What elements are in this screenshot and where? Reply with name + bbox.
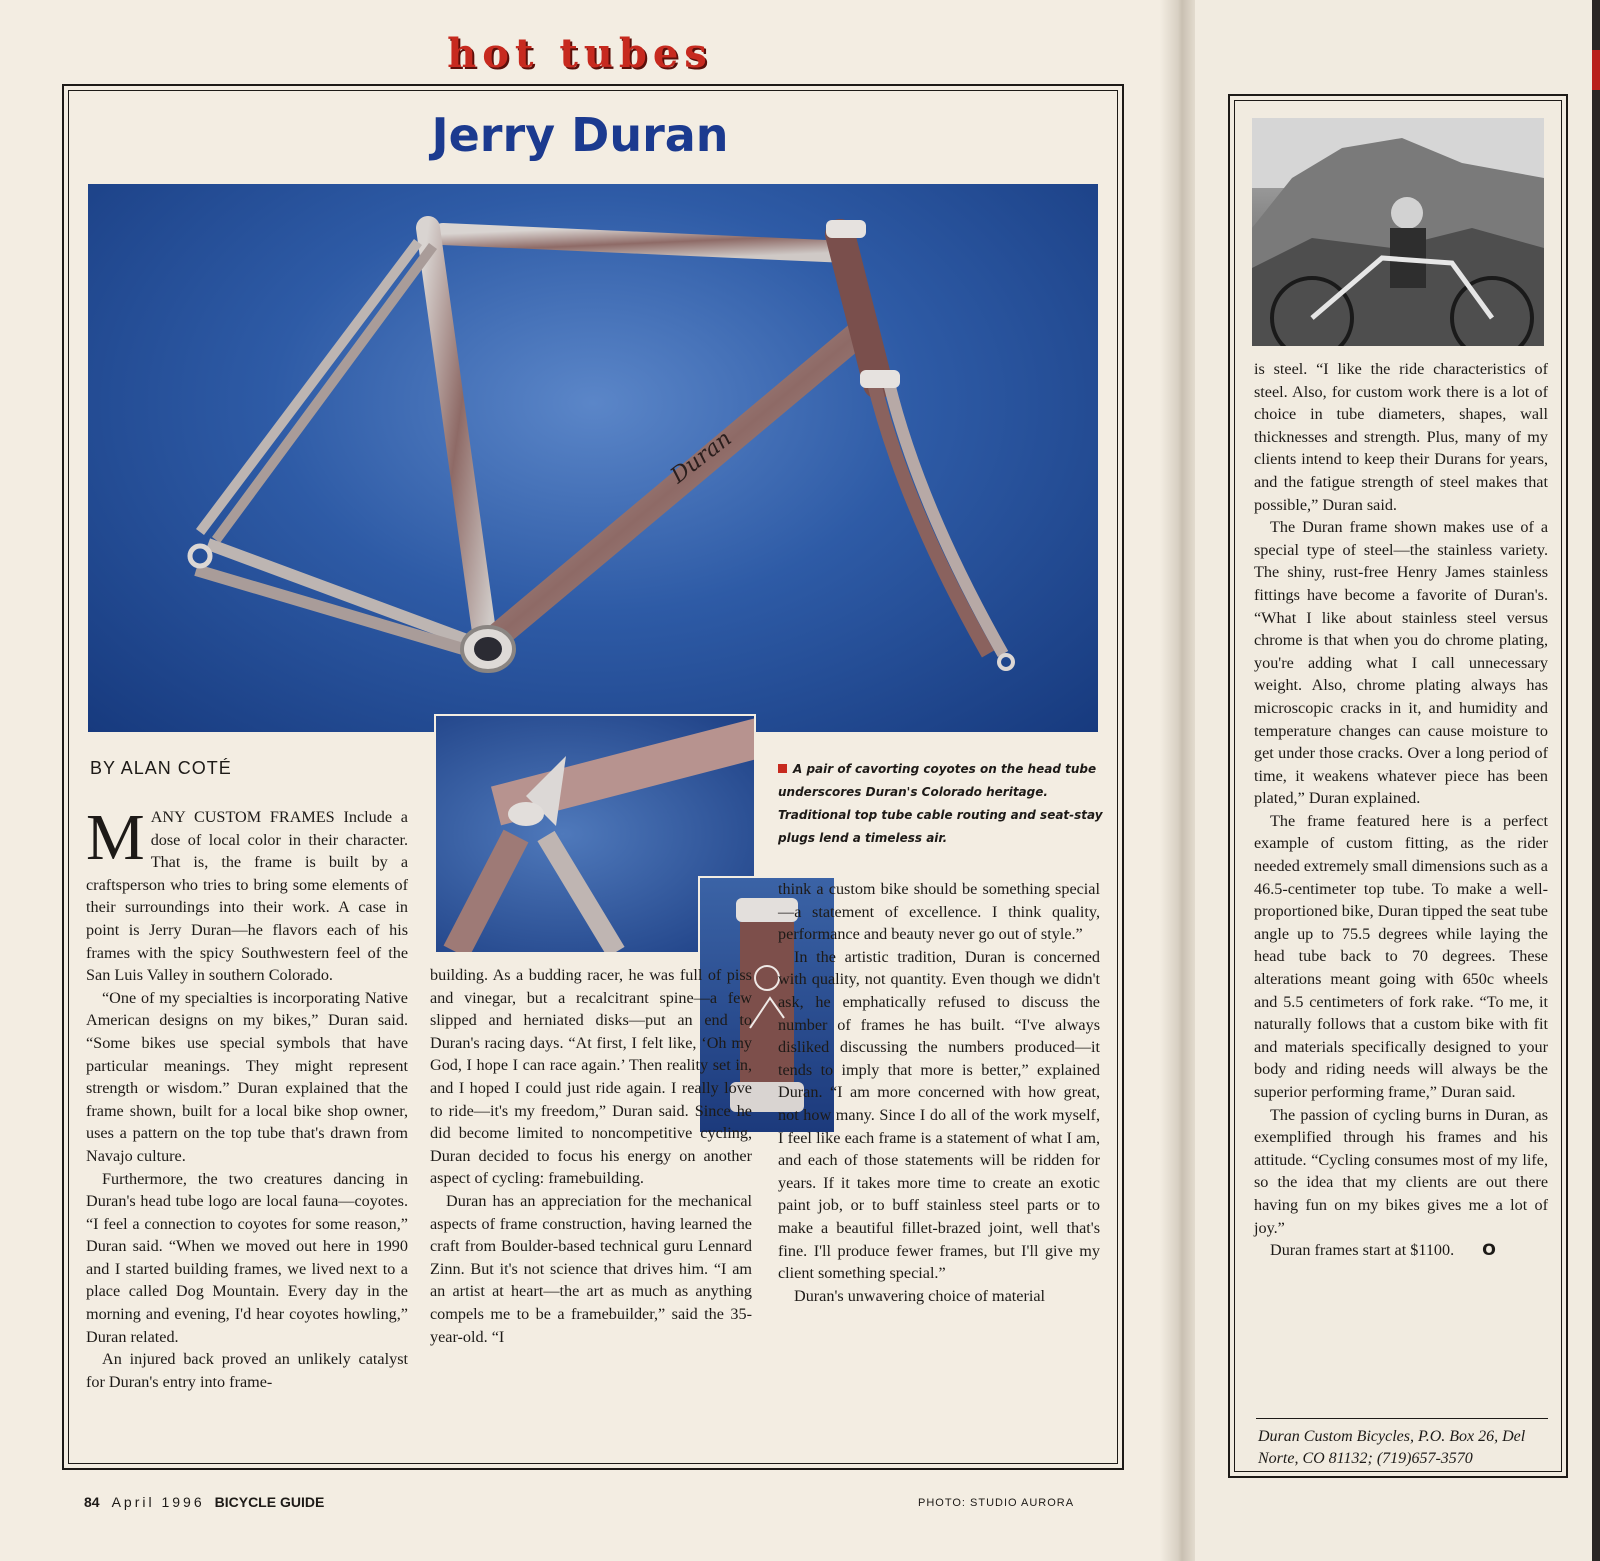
paragraph: In the artistic tradition, Duran is concerned with quality, not quantity. Even though we didn't ask, he emphatically refused to discuss the number of frames he has built. “I've always disliked discussing the numbers produced—it tends to imply that more is better,” explained Duran. “I am more concerned with how great, not how many. Since I do all of the work myself, I feel like each frame is a statement of what I am, and each of those statements will be ridden for years. If it takes more time to create an exotic paint job, or to buff stainless steel parts or to make a beautiful fillet-brazed joint, well that's fine. I'll produce fewer frames, but I'll give my client something special.”: [778, 947, 1100, 1283]
builder-portrait-photo: [1252, 118, 1544, 346]
frame-decal-text: Duran: [666, 426, 737, 489]
paragraph: “One of my specialties is incorporating Native American designs on my bikes,” Duran said. “Some bikes use special symbols that have particular meanings. They might represent strength or wisdom.” Duran explained that the frame shown, built for a local bike shop owner, uses a pattern on the top tube that's drawn from Navajo culture.: [86, 988, 408, 1165]
drop-cap: M: [86, 801, 145, 874]
caption-bullet-icon: [778, 764, 787, 773]
article-column-3: [778, 878, 1100, 1307]
paragraph: Furthermore, the two creatures dancing in Duran's head tube logo are local fauna—coyotes. “I feel a connection to coyotes for some reason,” Duran said. “When we moved out here in 1990 and I started building frames, we lived next to a place called Dog Mountain. Every day in the morning and evening, I'd hear coyotes howling,” Duran related.: [86, 1169, 408, 1346]
page-gutter: [1160, 0, 1200, 1561]
paragraph: think a custom bike should be something special—a statement of excellence. I think quality, performance and beauty never go out of style.”: [778, 880, 1100, 944]
sidebar-column: [1254, 358, 1548, 1262]
paragraph: An injured back proved an unlikely catalyst for Duran's entry into frame-: [86, 1350, 408, 1391]
page-number: 84: [84, 1494, 100, 1510]
byline: BY ALAN COTÉ: [90, 758, 232, 778]
photo-caption: [778, 758, 1108, 850]
article-column-2: [430, 964, 752, 1348]
paragraph: Duran has an appreciation for the mechanical aspects of frame construction, having learned the craft from Boulder-based technical guru Lennard Zinn. But it's not science that drives him. “I am an artist at heart—the art as much as anything compels me to be a framebuilder,” said the 35-year-old. “I: [430, 1191, 752, 1346]
paragraph: is steel. “I like the ride characteristics of steel. Also, for custom work there is a lot of choice in tube diameters, shapes, wall thicknesses and strength. Plus, many of my clients intend to keep their Durans for years, and the fatigue strength of steel makes that possible,” Duran said.: [1254, 360, 1548, 514]
section-header: hot tubes: [447, 30, 713, 77]
address-divider: [1256, 1418, 1548, 1419]
page-folio: [84, 1494, 324, 1510]
article-headline: Jerry Duran: [431, 108, 729, 162]
paragraph: [1254, 1239, 1548, 1262]
paragraph: The frame featured here is a perfect example of custom fitting, as the rider needed extremely small dimensions such as a 46.5-centimeter top tube. To make a well-proportioned bike, Duran tipped the seat tube angle up to 75.5 degrees while laying the head tube back to 70 degrees. These alterations meant going with 650c wheels and 5.5 centimeters of fork rake. “To me, it naturally follows that a custom bike with fit and materials specifically designed to your body and riding needs will always be the superior performing frame,” Duran said.: [1254, 811, 1548, 1101]
paragraph: The Duran frame shown makes use of a special type of steel—the stainless variety. The shiny, rust-free Henry James stainless fittings have become a favorite of Duran's. “What I like about stainless steel versus chrome is that when you do chrome plating, you're adding what I call unnecessary weight. Also, chrome plating always has microscopic cracks in it, and humidity and temperature changes can cause moisture to get under those cracks. Over a long period of time, it weakens whatever piece has been plated,” Duran explained.: [1254, 518, 1548, 808]
magazine-name: BICYCLE GUIDE: [214, 1494, 325, 1510]
bicycle-frame-photo: [88, 184, 1098, 732]
issue-date: April 1996: [111, 1494, 205, 1510]
photo-credit: PHOTO: STUDIO AURORA: [918, 1497, 1075, 1509]
bicycle-frame-illustration: [88, 184, 1098, 732]
caption-text: A pair of cavorting coyotes on the head tube underscores Duran's Colorado heritage. Traditional top tube cable routing and seat-stay plugs lend a timeless air.: [778, 762, 1103, 845]
next-page-edge-accent: [1592, 50, 1600, 90]
paragraph: Duran's unwavering choice of material: [794, 1286, 1046, 1305]
paragraph: The passion of cycling burns in Duran, as exemplified through his frames and his attitude. “Cycling consumes most of my life, so the idea that my clients are out there having fun on my bikes gives me a lot of joy.”: [1254, 1105, 1548, 1237]
contact-address: Duran Custom Bicycles, P.O. Box 26, Del Norte, CO 81132; (719)657-3570: [1258, 1428, 1526, 1467]
paragraph: building. As a budding racer, he was full of piss and vinegar, but a recalcitrant spine—a few slipped and herniated disks—put an end to Duran's racing days. “At first, I felt like, ‘Oh my God, I hope I can race again.’ Then reality set in, and I hoped I could just ride again. I really love to ride—it's my freedom,” Duran said. Since he did become limited to noncompetitive cycling, Duran decided to focus his energy on another aspect of cycling: framebuilding.: [430, 966, 752, 1188]
article-column-1: [86, 801, 408, 1393]
price-text: Duran frames start at $1100.: [1270, 1241, 1455, 1260]
end-mark-icon: O: [1482, 1240, 1496, 1260]
paragraph: [86, 801, 408, 987]
next-page-edge: [1592, 0, 1600, 1561]
paragraph-text: ANY CUSTOM FRAMES Include a dose of local color in their character. That is, the frame is built by a craftsperson who tries to bring some elements of their surroundings into their work. A case in point is Jerry Duran—he flavors each of his frames with the spicy Southwestern feel of the San Luis Valley in southern Colorado.: [86, 808, 408, 985]
